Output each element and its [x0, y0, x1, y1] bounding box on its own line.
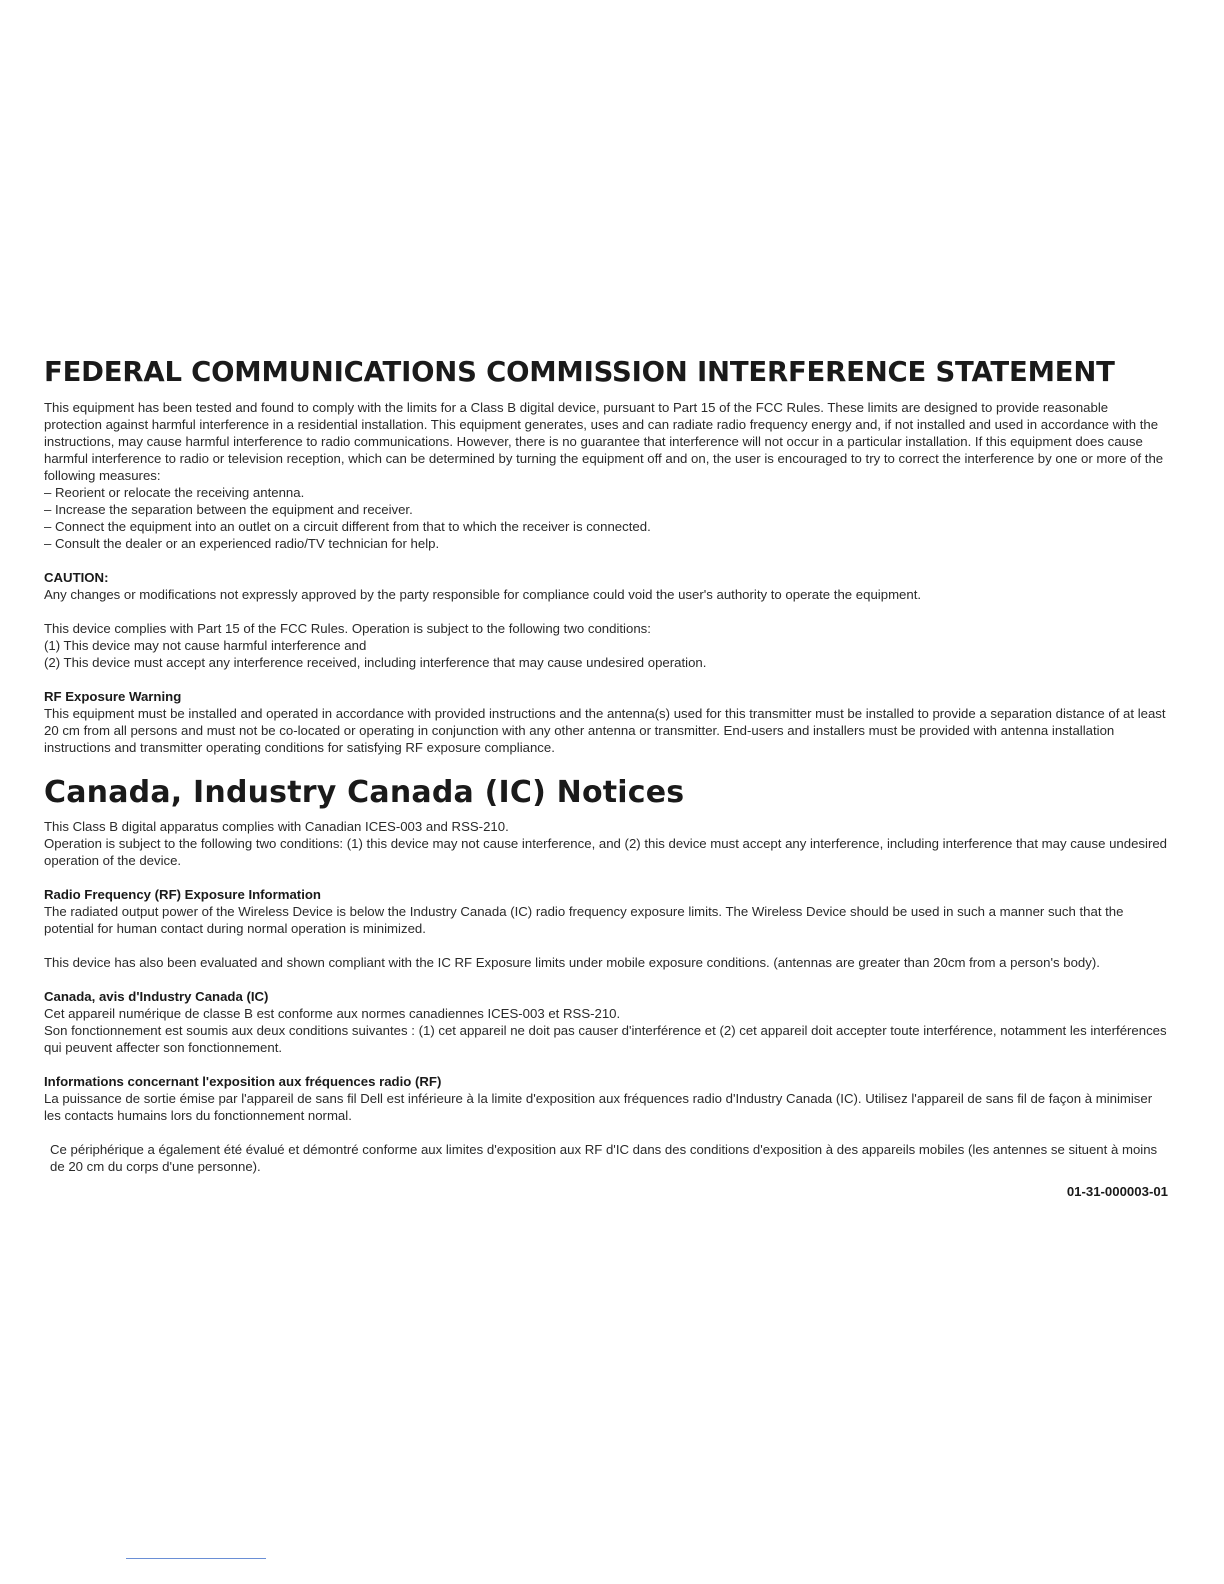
canada-fr-line-2: Son fonctionnement est soumis aux deux conditions suivantes : (1) cet appareil ne doit pas causer d'interférence et (2) cet appareil doit accepter toute interférence, notamment les interférences qui peuvent affecter son fonctionnement. [44, 1023, 1167, 1055]
canada-rf-text: The radiated output power of the Wireless Device is below the Industry Canada (IC) radio frequency exposure limits. The Wireless Device should be used in such a manner such that the potential for human contact during normal operation is minimized. [44, 904, 1124, 936]
caution-heading: CAUTION: [44, 570, 109, 585]
part15-text: This device complies with Part 15 of the FCC Rules. Operation is subject to the following two conditions: [44, 621, 651, 636]
fcc-measure-3: – Connect the equipment into an outlet on a circuit different from that to which the receiver is connected. [44, 519, 651, 534]
bottom-rule [126, 1558, 266, 1559]
fcc-title: FEDERAL COMMUNICATIONS COMMISSION INTERFERENCE STATEMENT [44, 356, 1115, 388]
document-code: 01-31-000003-01 [1066, 1184, 1168, 1199]
canada-mobile-text: This device has also been evaluated and shown compliant with the IC RF Exposure limits under mobile exposure conditions. (antennas are greater than 20cm from a person's body). [44, 955, 1100, 970]
condition-2: (2) This device must accept any interference received, including interference that may cause undesired operation. [44, 655, 707, 670]
fcc-measure-4: – Consult the dealer or an experienced radio/TV technician for help. [44, 536, 440, 551]
canada-line-2: Operation is subject to the following two conditions: (1) this device may not cause interference, and (2) this device must accept any interference, including interference that may cause undesired operation of the device. [44, 836, 1167, 868]
canada-fr-heading: Canada, avis d'Industry Canada (IC) [44, 989, 269, 1004]
canada-fr-line-1: Cet appareil numérique de classe B est conforme aux normes canadiennes ICES-003 et RSS-210. [44, 1006, 621, 1021]
fcc-intro: This equipment has been tested and found to comply with the limits for a Class B digital device, pursuant to Part 15 of the FCC Rules. These limits are designed to provide reasonable protection against harmful interference in a residential installation. This equipment generates, uses and can radiate radio frequency energy and, if not installed and used in accordance with the instructions, may cause harmful interference to radio communications. However, there is no guarantee that interference will not occur in a particular installation. If this equipment does cause harmful interference to radio or television reception, which can be determined by turning the equipment off and on, the user is encouraged to try to correct the interference by one or more of the following measures: [44, 400, 1164, 483]
fcc-measure-1: – Reorient or relocate the receiving antenna. [44, 485, 305, 500]
canada-fr-rf-heading: Informations concernant l'exposition aux fréquences radio (RF) [44, 1074, 442, 1089]
rf-exposure-heading: RF Exposure Warning [44, 689, 182, 704]
caution-text: Any changes or modifications not expressly approved by the party responsible for compliance could void the user's authority to operate the equipment. [44, 587, 922, 602]
canada-rf-heading: Radio Frequency (RF) Exposure Information [44, 887, 321, 902]
fcc-measure-2: – Increase the separation between the equipment and receiver. [44, 502, 413, 517]
canada-fr-rf-text: La puissance de sortie émise par l'appareil de sans fil Dell est inférieure à la limite d'exposition aux fréquences radio d'Industry Canada (IC). Utilisez l'appareil de sans fil de façon à minimiser les contacts humains lors du fonctionnement normal. [44, 1091, 1153, 1123]
canada-line-1: This Class B digital apparatus complies with Canadian ICES-003 and RSS-210. [44, 819, 509, 834]
document-page [44, 355, 1168, 1200]
canada-fr-mobile-text: Ce périphérique a également été évalué et démontré conforme aux limites d'exposition aux RF d'IC dans des conditions d'exposition à des appareils mobiles (les antennes se situent à moins de 20 cm du corps d'une personne). [50, 1142, 1158, 1174]
rf-exposure-text: This equipment must be installed and operated in accordance with provided instructions and the antenna(s) used for this transmitter must be installed to provide a separation distance of at least 20 cm from all persons and must not be co-located or operating in conjunction with any other antenna or transmitter. End-users and installers must be provided with antenna installation instructions and transmitter operating conditions for satisfying RF exposure compliance. [44, 706, 1166, 755]
canada-title: Canada, Industry Canada (IC) Notices [44, 775, 685, 810]
condition-1: (1) This device may not cause harmful interference and [44, 638, 367, 653]
